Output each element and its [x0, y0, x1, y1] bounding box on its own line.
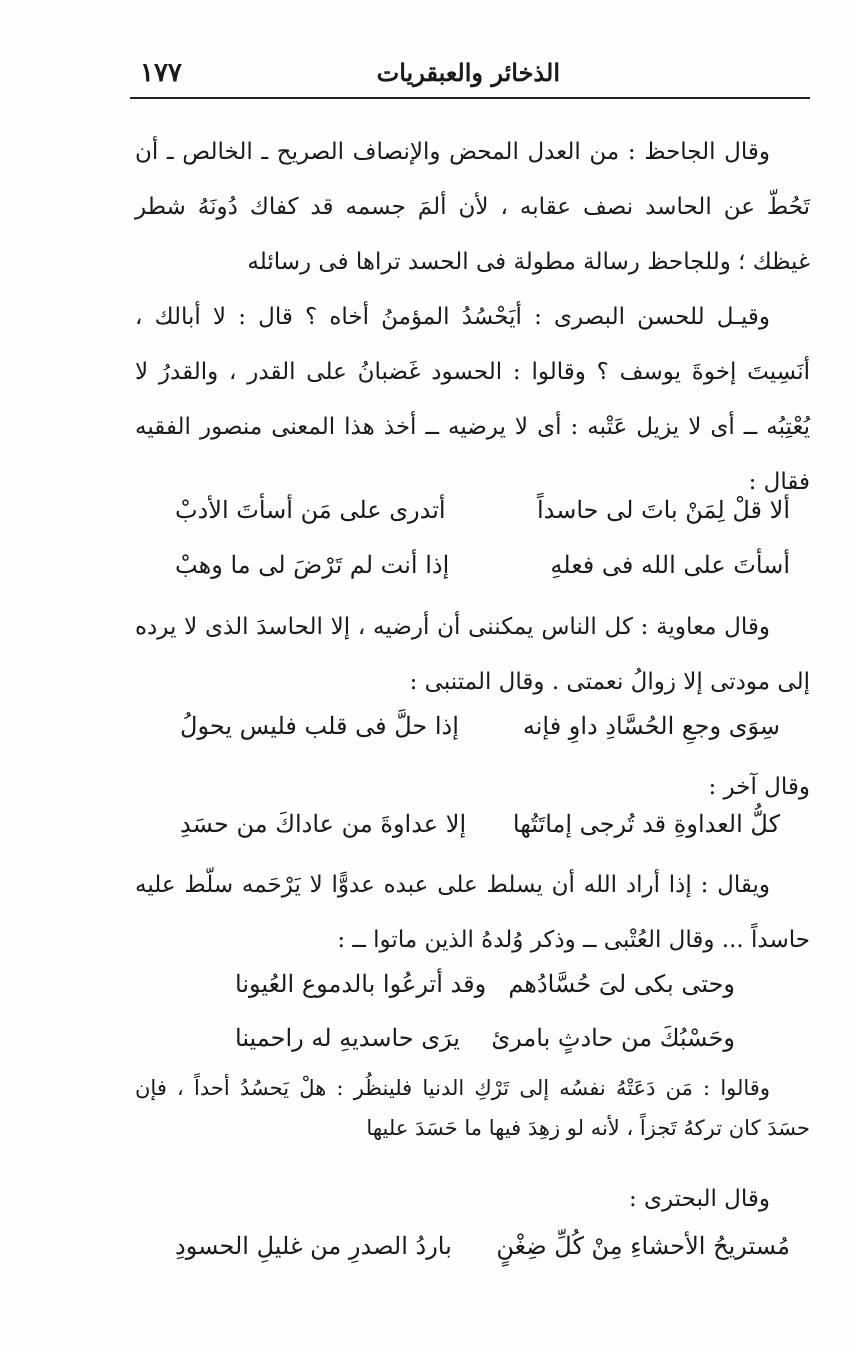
paragraph-another-said [135, 760, 810, 810]
paragraph-text: ويقال : إذا أراد الله أن يسلط على عبده عدوًّا لا يَرْحَمه سلّط عليه حاسداً ... وقال العُتْبى ــ وذكر وُلدهُ الذين ماتوا ــ : [135, 872, 810, 953]
verse-line [135, 551, 810, 591]
verse-hemistich-first: سِوَى وجعِ الحُسَّادِ داوِ فإنه [522, 712, 780, 740]
verse-hemistich-second: وقد أترعُوا بالدموع العُيونا [235, 970, 487, 998]
verse-hemistich-second: يرَى حاسديهِ له راحمينا [235, 1024, 460, 1052]
paragraph-text: وقال الجاحظ : من العدل المحض والإنصاف الصريح ـ الخالص ـ أن تَحُطّ عن الحاسد نصف عقابه ، لأن ألمَ جسمه قد كفاك دُونَهُ شطر غيظك ؛ وللجاحظ رسالة مطولة فى الحسد تراها فى رسائله [135, 139, 810, 275]
verse-hemistich-second: باردُ الصدرِ من غليلِ الحسودِ [175, 1232, 452, 1260]
paragraph-hasan-basri [135, 290, 810, 510]
paragraph-muawiya [135, 600, 810, 710]
verse-hemistich-first: كلُّ العداوةِ قد تُرجى إماتَتُها [512, 810, 780, 838]
paragraph-they-said [135, 1068, 810, 1148]
verse-hemistich-first: وحَسْبُكَ من حادثٍ بامرئ [491, 1024, 735, 1052]
verse-line [135, 1232, 810, 1272]
paragraph-text: وقالوا : مَن دَعَتْهُ نفسُه إلى تَرْكِ الدنيا فلينظُر : هلْ يَحسُدُ أحداً ، فإن حسَدَ كان تركهُ تَجزاً ، لأنه لو زهِدَ فيها ما حَسَدَ عليها [135, 1076, 810, 1140]
verse-hemistich-first: مُستريحُ الأحشاءِ مِنْ كُلِّ ضِغْنٍ [496, 1232, 790, 1260]
verse-hemistich-first: ألا قلْ لِمَنْ باتَ لى حاسداً [536, 496, 790, 524]
verse-line [135, 712, 810, 752]
paragraph-text: وقال معاوية : كل الناس يمكننى أن أرضيه ، إلا الحاسدَ الذى لا يرده إلى مودتى إلا زوالُ نعمتى . وقال المتنبى : [135, 614, 810, 695]
paragraph-text: وقيـل للحسن البصرى : أيَحْسُدُ المؤمنُ أخاه ؟ قال : لا أبالك ، أنَسِيتَ إخوةَ يوسف ؟ وقالوا : الحسود غَضبانُ على القدر ، والقدرُ لا يُعْتِبُه ــ أى لا يزيل عَتْبه : أى لا يرضيه ــ أخذ هذا المعنى منصور الفقيه فقال : [135, 304, 810, 495]
verse-hemistich-first: أسأتَ على الله فى فعلهِ [550, 551, 790, 579]
verse-line [215, 970, 735, 1010]
page-number: ١٧٧ [140, 58, 182, 88]
paragraph-it-is-said [135, 858, 810, 968]
verse-hemistich-first: وحتى بكى لىَ حُسَّادُهم [508, 970, 735, 998]
verse-hemistich-second: أتدرى على مَن أسأتَ الأدبْ [175, 496, 446, 524]
paragraph-jahiz [135, 125, 810, 290]
paragraph-buhturi [135, 1172, 810, 1222]
verse-hemistich-second: إلا عداوةَ من عاداكَ من حسَدِ [180, 810, 467, 838]
verse-hemistich-second: إذا أنت لم تَرْضَ لى ما وهبْ [175, 551, 450, 579]
verse-line [135, 496, 810, 536]
verse-hemistich-second: إذا حلَّ فى قلب فليس يحولُ [180, 712, 459, 740]
running-title: الذخائر والعبقريات [376, 58, 560, 87]
header-rule [130, 97, 810, 99]
verse-line [215, 1024, 735, 1064]
verse-line [135, 810, 810, 850]
page-header [130, 50, 810, 96]
paragraph-text: وقال آخر : [708, 774, 810, 800]
paragraph-text: وقال البحترى : [628, 1186, 770, 1212]
